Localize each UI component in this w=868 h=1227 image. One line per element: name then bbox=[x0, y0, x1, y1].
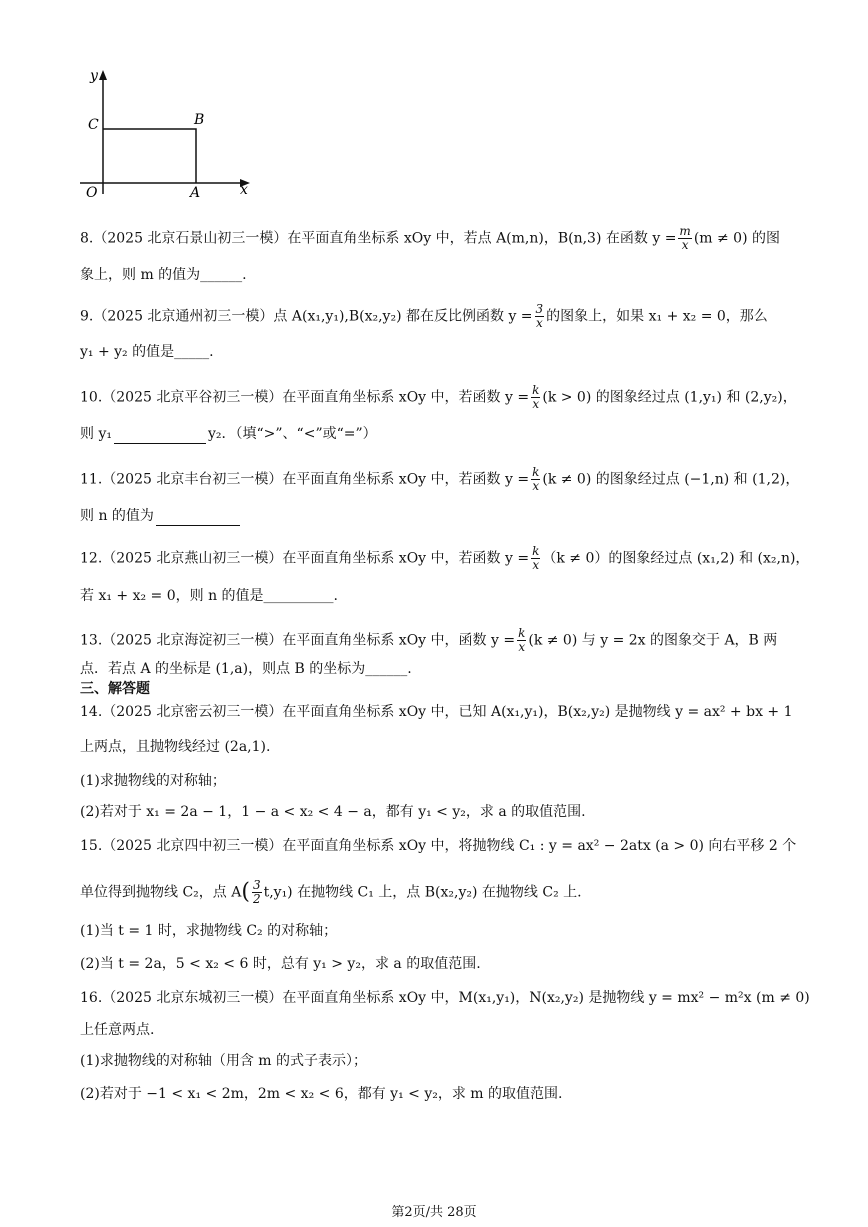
question-14-part2: (2)若对于 x₁ = 2a − 1，1 − a < x₂ < 4 − a，都有 y₁ < y₂，求 a 的取值范围. bbox=[80, 804, 586, 820]
q12-frac-den: x bbox=[532, 558, 540, 572]
question-12-line1 bbox=[80, 545, 809, 572]
question-8-line1 bbox=[80, 225, 780, 252]
q10-prefix: 10.（2025 北京平谷初三一模）在平面直角坐标系 xOy 中，若函数 y = bbox=[80, 389, 530, 406]
q11-frac-den: x bbox=[532, 479, 540, 493]
question-8-line2: 象上，则 m 的值为______. bbox=[80, 267, 247, 283]
q15-line2b: t,y₁) 在抛物线 C₁ 上，点 B(x₂,y₂) 在抛物线 C₂ 上. bbox=[263, 884, 582, 901]
question-15-line1: 15.（2025 北京四中初三一模）在平面直角坐标系 xOy 中，将抛物线 C₁ : y = ax² − 2atx (a > 0) 向右平移 2 个 bbox=[80, 838, 797, 854]
question-16-line1: 16.（2025 北京东城初三一模）在平面直角坐标系 xOy 中，M(x₁,y₁)，N(x₂,y₂) 是抛物线 y = mx² − m²x (m ≠ 0) bbox=[80, 990, 810, 1006]
question-9-line2: y₁ + y₂ 的值是_____. bbox=[80, 344, 214, 360]
q10-frac-num: k bbox=[532, 383, 540, 397]
answer-blank bbox=[114, 429, 206, 444]
q15-frac-den: 2 bbox=[252, 892, 261, 906]
q8-suffix: (m ≠ 0) 的图 bbox=[693, 230, 780, 247]
q12-fraction bbox=[531, 545, 540, 572]
question-16-part1: (1)求抛物线的对称轴（用含 m 的式子表示）； bbox=[80, 1053, 368, 1069]
q9-frac-num: 3 bbox=[535, 302, 544, 316]
question-14-line2: 上两点，且抛物线经过 (2a,1). bbox=[80, 739, 271, 755]
q11-suffix: (k ≠ 0) 的图象经过点 (−1,n) 和 (1,2)， bbox=[542, 471, 800, 488]
q12-suffix: （k ≠ 0）的图象经过点 (x₁,2) 和 (x₂,n)， bbox=[542, 550, 810, 567]
q11-frac-num: k bbox=[532, 465, 540, 479]
q13-prefix: 13.（2025 北京海淀初三一模）在平面直角坐标系 xOy 中，函数 y = bbox=[80, 632, 516, 649]
q12-frac-num: k bbox=[532, 544, 540, 558]
label-o: O bbox=[86, 185, 98, 201]
q8-frac-den: x bbox=[681, 238, 689, 252]
q11-fraction bbox=[531, 466, 540, 493]
q8-prefix: 8.（2025 北京石景山初三一模）在平面直角坐标系 xOy 中，若点 A(m,n)，B(n,3) 在函数 y = bbox=[80, 230, 677, 247]
question-13-line2: 点．若点 A 的坐标是 (1,a)，则点 B 的坐标为______. bbox=[80, 661, 412, 677]
question-13-line1 bbox=[80, 627, 777, 654]
question-12-line2: 若 x₁ + x₂ = 0，则 n 的值是__________. bbox=[80, 588, 339, 604]
label-b: B bbox=[194, 112, 205, 128]
question-15-part1: (1)当 t = 1 时，求抛物线 C₂ 的对称轴； bbox=[80, 923, 338, 939]
answer-blank bbox=[156, 511, 240, 526]
question-15-line2 bbox=[80, 879, 582, 906]
q13-frac-num: k bbox=[518, 626, 526, 640]
label-a: A bbox=[190, 185, 201, 201]
q8-frac-num: m bbox=[679, 224, 691, 238]
question-10-line1 bbox=[80, 384, 797, 411]
q10-line2b: y₂．（填“>”、“<”或“=”） bbox=[207, 426, 377, 442]
q11-prefix: 11.（2025 北京丰台初三一模）在平面直角坐标系 xOy 中，若函数 y = bbox=[80, 471, 530, 488]
q11-line2: 则 n 的值为 bbox=[80, 508, 154, 524]
question-11-line2 bbox=[80, 506, 242, 526]
question-15-part2: (2)当 t = 2a，5 < x₂ < 6 时，总有 y₁ > y₂，求 a 的取值范围. bbox=[80, 956, 481, 972]
q8-fraction bbox=[678, 225, 691, 252]
question-9-line1 bbox=[80, 303, 768, 330]
label-c: C bbox=[88, 117, 99, 133]
q10-frac-den: x bbox=[532, 397, 540, 411]
section-heading: 三、解答题 bbox=[80, 681, 150, 697]
q15-paren: ( bbox=[241, 879, 250, 905]
q15-frac-num: 3 bbox=[252, 878, 261, 892]
q13-fraction bbox=[517, 627, 526, 654]
q9-frac-den: x bbox=[535, 316, 543, 330]
q9-fraction bbox=[535, 303, 545, 330]
q10-line2a: 则 y₁ bbox=[80, 426, 112, 442]
rectangle-sides bbox=[103, 129, 196, 183]
label-y: y bbox=[90, 68, 98, 84]
q10-fraction bbox=[531, 384, 540, 411]
y-axis-arrow bbox=[99, 70, 107, 80]
question-11-line1 bbox=[80, 466, 799, 493]
question-16-part2: (2)若对于 −1 < x₁ < 2m，2m < x₂ < 6，都有 y₁ < y₂，求 m 的取值范围. bbox=[80, 1086, 563, 1102]
q15-line2a: 单位得到抛物线 C₂，点 A bbox=[80, 884, 242, 901]
question-10-line2 bbox=[80, 424, 377, 444]
question-14-line1: 14.（2025 北京密云初三一模）在平面直角坐标系 xOy 中，已知 A(x₁,y₁)，B(x₂,y₂) 是抛物线 y = ax² + bx + 1 bbox=[80, 704, 793, 720]
q10-suffix: (k > 0) 的图象经过点 (1,y₁) 和 (2,y₂)， bbox=[542, 389, 797, 406]
q13-frac-den: x bbox=[518, 640, 526, 654]
q12-prefix: 12.（2025 北京燕山初三一模）在平面直角坐标系 xOy 中，若函数 y = bbox=[80, 550, 530, 567]
coordinate-figure bbox=[72, 66, 262, 201]
question-14-part1: (1)求抛物线的对称轴； bbox=[80, 773, 226, 789]
q13-suffix: (k ≠ 0) 与 y = 2x 的图象交于 A，B 两 bbox=[528, 632, 778, 649]
q9-suffix: 的图象上，如果 x₁ + x₂ = 0，那么 bbox=[546, 308, 768, 325]
q9-prefix: 9.（2025 北京通州初三一模）点 A(x₁,y₁),B(x₂,y₂) 都在反比例函数 y = bbox=[80, 308, 533, 325]
page-number: 第2页/共 28页 bbox=[391, 1205, 477, 1220]
q15-fraction bbox=[252, 879, 262, 906]
question-16-line2: 上任意两点. bbox=[80, 1022, 155, 1038]
label-x: x bbox=[240, 182, 248, 198]
